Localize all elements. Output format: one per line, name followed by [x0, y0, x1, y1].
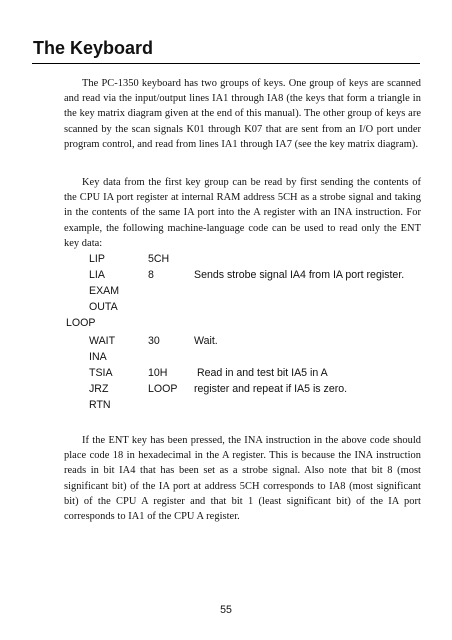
code-line: [0, 317, 452, 331]
code-instruction: LIP: [89, 253, 105, 265]
code-line: [0, 367, 452, 381]
code-line: [0, 253, 452, 267]
page-number: 55: [220, 604, 232, 616]
code-instruction: LIA: [89, 269, 105, 281]
code-operand: 30: [148, 335, 160, 347]
code-operand: 10H: [148, 367, 168, 379]
code-label: LOOP: [66, 317, 96, 329]
code-comment: register and repeat if IA5 is zero.: [194, 383, 348, 395]
code-comment: Wait.: [194, 335, 218, 347]
code-instruction: TSIA: [89, 367, 113, 379]
code-operand: 5CH: [148, 253, 170, 265]
code-comment: Sends strobe signal IA4 from IA port register.: [194, 269, 405, 281]
code-line: [0, 301, 452, 315]
code-instruction: RTN: [89, 399, 111, 411]
code-line: [0, 383, 452, 397]
code-operand: LOOP: [148, 383, 178, 395]
paragraph-keyboard-groups: The PC-1350 keyboard has two groups of keys. One group of keys are scanned and read via the input/output lines IA1 through IA8 (the keys that form a triangle in the key matrix diagram given at the end of this manual). The other group of keys are scanned by the scan signals K01 through K07 that are sent from an I/O port under program control, and read from lines IA1 through IA7 (see the key matrix diagram).: [64, 78, 421, 150]
code-comment: Read in and test bit IA5 in A: [194, 367, 328, 379]
code-instruction: OUTA: [89, 301, 118, 313]
code-line: [0, 269, 452, 283]
code-line: [0, 285, 452, 299]
code-line: [0, 335, 452, 349]
code-operand: 8: [148, 269, 154, 281]
code-instruction: WAIT: [89, 335, 116, 347]
paragraph-key-data: Key data from the first key group can be read by first sending the contents of the CPU IA port register at internal RAM address 5CH as a strobe signal and taking in the contents of the same IA port into the A register with an INA instruction. For example, the following machine-language code can be used to read only the ENT key data:: [64, 177, 421, 249]
page-title: The Keyboard: [33, 38, 154, 58]
code-instruction: INA: [89, 351, 107, 363]
code-line: [0, 351, 452, 365]
code-instruction: JRZ: [89, 383, 109, 395]
title-underline: [32, 63, 420, 64]
code-instruction: EXAM: [89, 285, 120, 297]
paragraph-ent-key: If the ENT key has been pressed, the INA instruction in the above code should place code 18 in hexadecimal in the A register. This is because the INA instruction reads in bit IA4 that has been set as a strobe signal. Also note that bit 8 (most significant bit) of the IA port at address 5CH corresponds to IA8 (most significant bit) of the CPU A register and that bit 1 (least significant bit) of the IA port corresponds to IA1 of the CPU A register.: [64, 435, 421, 523]
code-line: [0, 399, 452, 413]
